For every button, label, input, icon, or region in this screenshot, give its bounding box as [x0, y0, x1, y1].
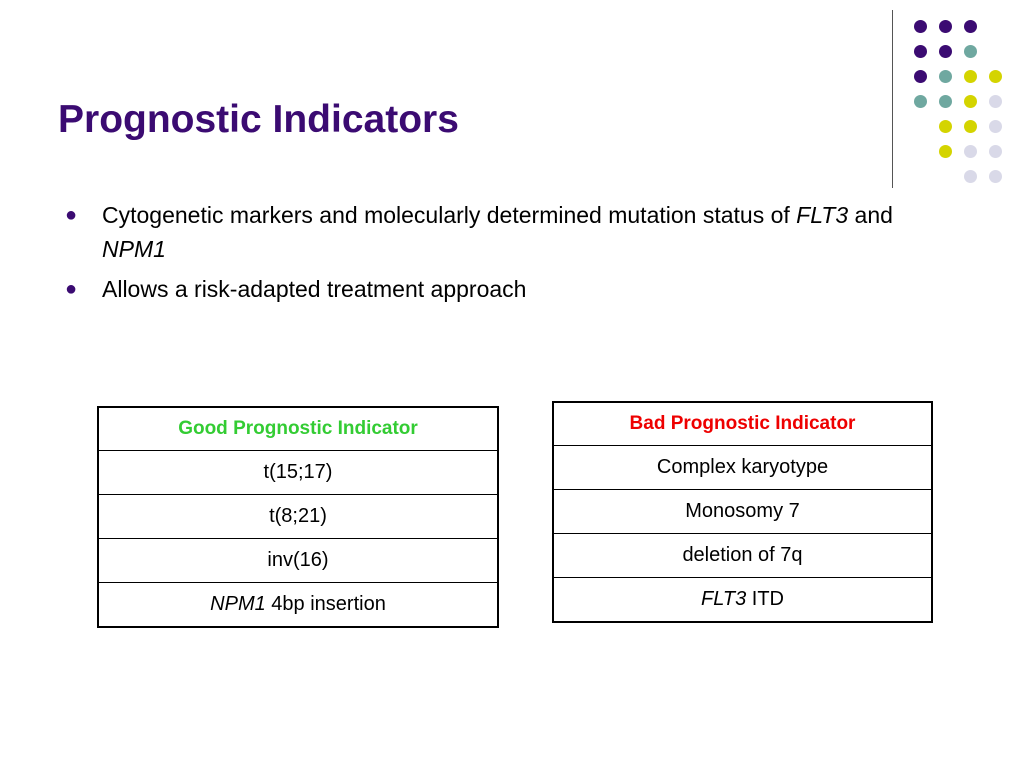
logo-divider-line: [892, 10, 893, 188]
logo-dot: [939, 20, 952, 33]
bullet-marker-icon: ●: [65, 204, 78, 226]
logo-dot: [964, 45, 977, 58]
logo-dot: [989, 145, 1002, 158]
bullet-marker-icon: ●: [65, 278, 78, 300]
bad-prognostic-indicator-table: [552, 401, 933, 623]
logo-dot: [914, 45, 927, 58]
logo-dot: [964, 70, 977, 83]
table-cell: [553, 490, 932, 534]
list-item: [60, 272, 940, 306]
table-header-cell: Bad Prognostic Indicator: [553, 402, 932, 446]
logo-dot: [964, 120, 977, 133]
table-cell: [553, 578, 932, 623]
text-run: and: [848, 202, 893, 228]
logo-dot: [989, 170, 1002, 183]
logo-dot: [939, 45, 952, 58]
table-cell: [98, 451, 498, 495]
list-item: [60, 198, 940, 266]
decorative-dot-logo: [892, 10, 1012, 190]
logo-dot: [939, 95, 952, 108]
logo-dot: [964, 95, 977, 108]
table-cell: [553, 446, 932, 490]
table-row: [98, 583, 498, 628]
bullet-text: [102, 198, 940, 266]
good-prognostic-indicator-table: [97, 406, 499, 628]
table-row: [98, 495, 498, 539]
logo-dot: [914, 20, 927, 33]
table-row: [98, 451, 498, 495]
bullet-list: [60, 198, 940, 312]
logo-dot: [939, 145, 952, 158]
italic-term: NPM1: [210, 593, 266, 615]
italic-term: FLT3: [701, 588, 747, 610]
table-cell: [553, 534, 932, 578]
table-row: [553, 446, 932, 490]
table-row: [553, 490, 932, 534]
logo-dot: [964, 20, 977, 33]
italic-term: FLT3: [796, 202, 849, 228]
logo-dot: [939, 120, 952, 133]
table-cell: [98, 583, 498, 628]
text-run: Complex karyotype: [656, 456, 829, 478]
text-run: Monosomy 7: [685, 500, 800, 522]
table-row: [98, 539, 498, 583]
table-header-row: [553, 402, 932, 446]
page-title: Prognostic Indicators: [58, 98, 459, 141]
text-run: Allows a risk-adapted treatment approach: [102, 276, 527, 302]
table-row: [553, 578, 932, 623]
table-header-cell: Good Prognostic Indicator: [98, 407, 498, 451]
logo-dot: [939, 70, 952, 83]
text-run: ITD: [746, 588, 784, 610]
logo-dot: [989, 95, 1002, 108]
table-row: [553, 534, 932, 578]
bullet-text: [102, 272, 940, 306]
text-run: Cytogenetic markers and molecularly determined mutation status of: [102, 202, 797, 228]
text-run: inv(16): [267, 549, 329, 571]
logo-dot: [914, 95, 927, 108]
text-run: t(15;17): [263, 461, 333, 483]
table-cell: [98, 539, 498, 583]
logo-dot: [964, 170, 977, 183]
logo-dot: [989, 120, 1002, 133]
logo-dot: [989, 70, 1002, 83]
text-run: 4bp insertion: [265, 593, 386, 615]
logo-dot: [914, 70, 927, 83]
table-header-row: [98, 407, 498, 451]
table-cell: [98, 495, 498, 539]
text-run: t(8;21): [269, 505, 327, 527]
text-run: deletion of 7q: [682, 544, 803, 566]
logo-dot: [964, 145, 977, 158]
italic-term: NPM1: [102, 236, 166, 262]
